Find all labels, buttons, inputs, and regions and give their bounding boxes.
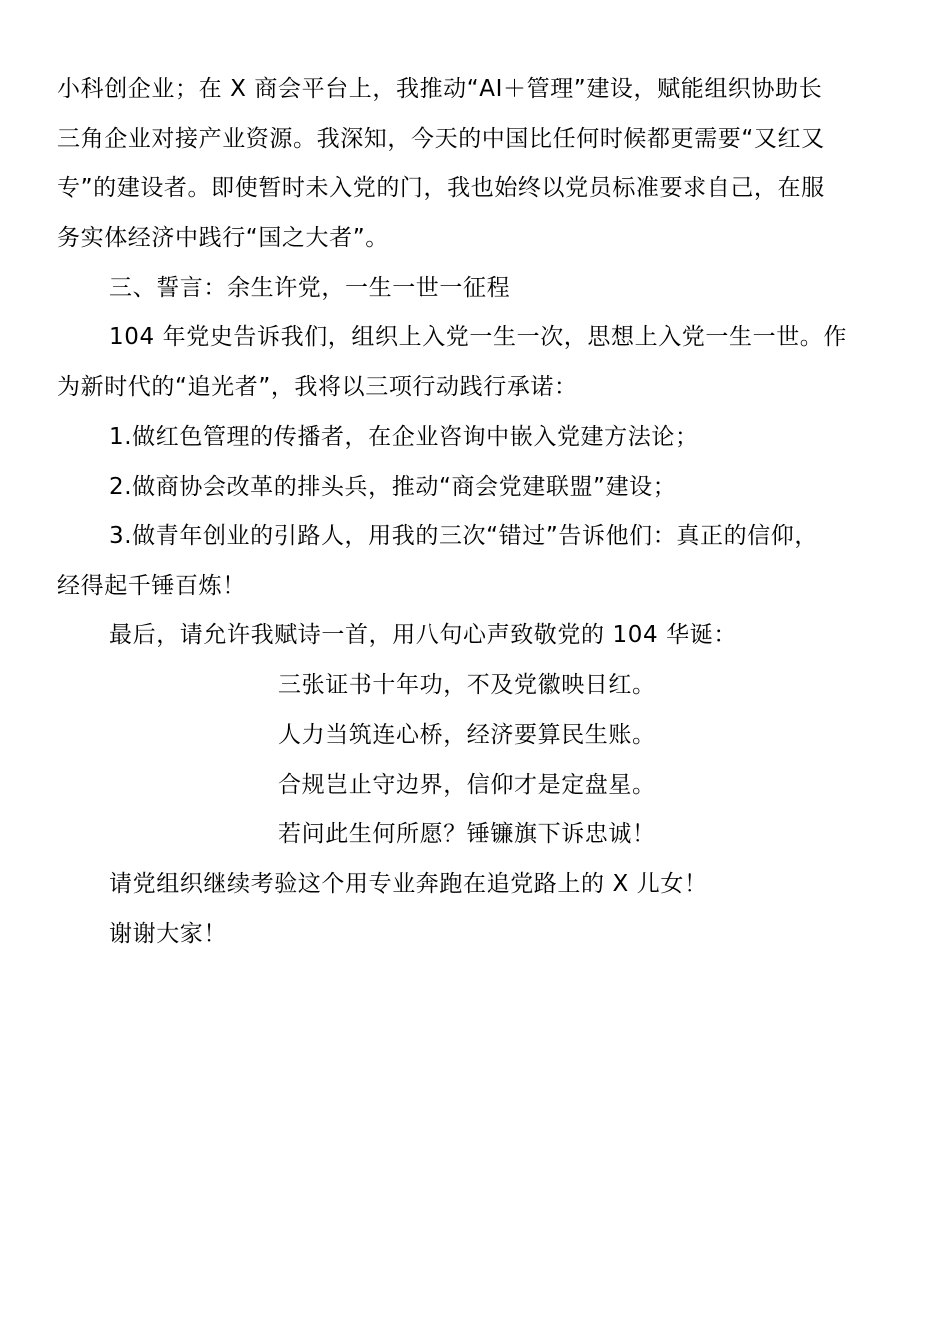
intro-line: 为新时代的“追光者”，我将以三项行动践行承诺： [57,374,578,400]
paragraph-line: 务实体经济中践行“国之大者”。 [57,225,389,251]
poem-line: 若问此生何所愿？锤镰旗下诉忠诚！ [278,821,656,847]
thanks-line: 谢谢大家！ [109,921,227,947]
action-item: 3.做青年创业的引路人，用我的三次“错过”告诉他们：真正的信仰， [109,523,818,549]
action-item: 1.做红色管理的传播者，在企业咨询中嵌入党建方法论； [109,424,699,450]
closing-line: 请党组织继续考验这个用专业奔跑在追党路上的 X 儿女！ [109,871,708,897]
action-item-continuation: 经得起千锤百炼！ [57,573,246,599]
poem-intro: 最后，请允许我赋诗一首，用八句心声致敬党的 104 华诞： [109,622,737,648]
intro-line: 104 年党史告诉我们，组织上入党一生一次，思想上入党一生一世。作 [109,324,848,350]
paragraph-line: 三角企业对接产业资源。我深知，今天的中国比任何时候都更需要“又红又 [57,126,825,152]
poem-line: 三张证书十年功，不及党徽映日红。 [278,672,656,698]
poem-line: 合规岂止守边界，信仰才是定盘星。 [278,772,656,798]
section-heading: 三、誓言：余生许党，一生一世一征程 [109,275,511,301]
paragraph-line: 专”的建设者。即使暂时未入党的门，我也始终以党员标准要求自己，在服 [57,175,825,201]
paragraph-line: 小科创企业；在 X 商会平台上，我推动“AI＋管理”建设，赋能组织协助长 [57,76,823,102]
action-item: 2.做商协会改革的排头兵，推动“商会党建联盟”建设； [109,474,677,500]
poem-line: 人力当筑连心桥，经济要算民生账。 [278,722,656,748]
